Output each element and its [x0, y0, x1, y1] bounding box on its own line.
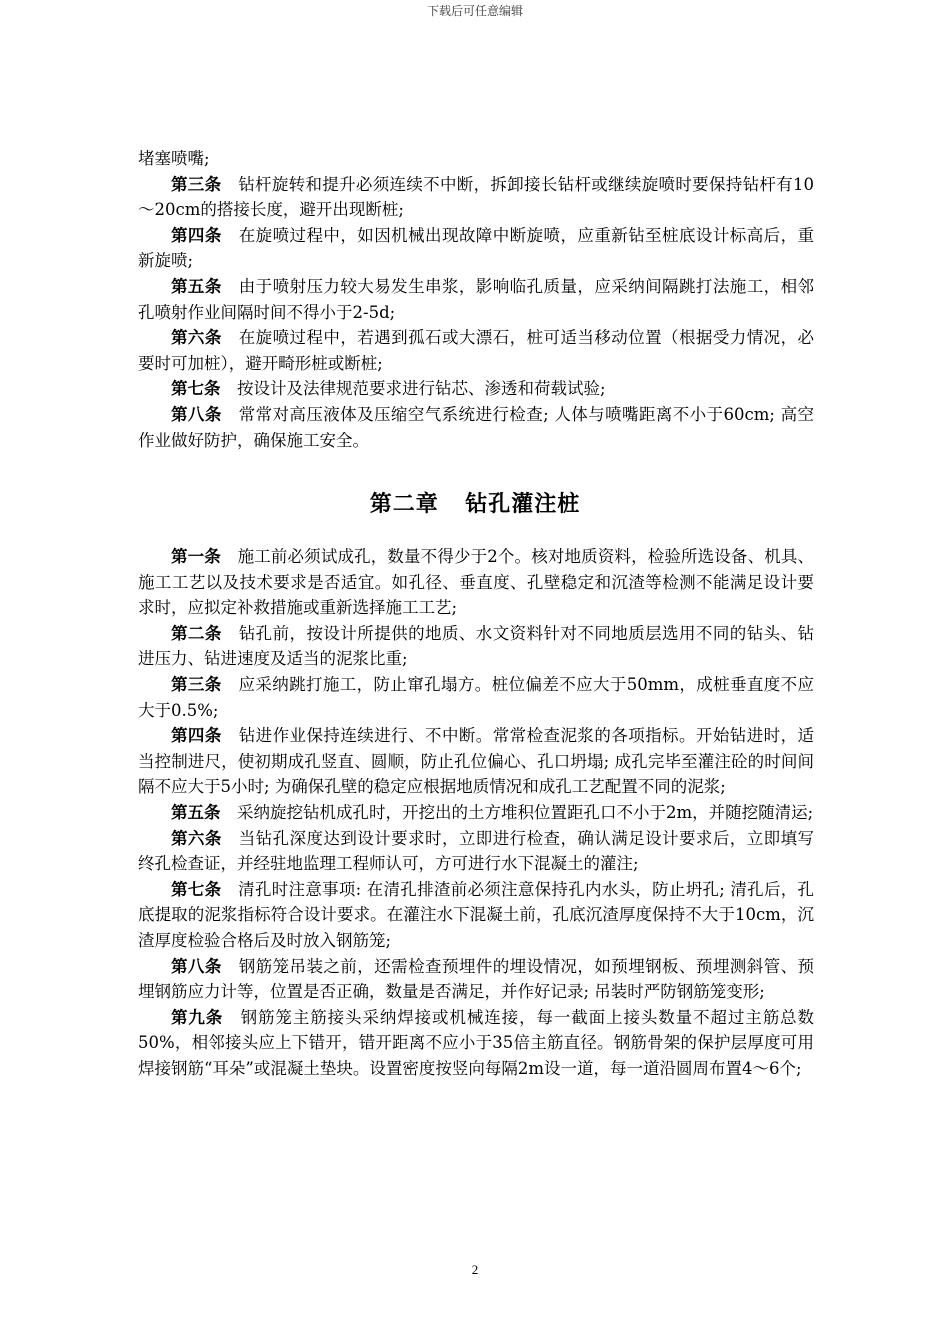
article-number: 第七条	[171, 379, 221, 399]
article-paragraph	[138, 800, 814, 826]
article-text: 由于喷射压力较大易发生串浆，影响临孔质量，应采纳间隔跳打法施工，相邻孔喷射作业间隔时间不得小于2-5d;	[138, 276, 815, 322]
article-text: 常常对高压液体及压缩空气系统进行检查; 人体与喷嘴距离不小于60cm; 高空作业做好防护，确保施工安全。	[138, 404, 815, 450]
article-paragraph	[138, 954, 814, 1005]
article-number: 第三条	[171, 174, 222, 194]
article-number: 第一条	[171, 547, 221, 566]
article-text: 钻杆旋转和提升必须连续不中断，拆卸接长钻杆或继续旋喷时要保持钻杆有10～20cm的搭接长度，避开出现断桩;	[138, 174, 815, 220]
article-text: 采纳旋挖钻机成孔时，开挖出的土方堆积位置距孔口不小于2m，并随挖随清运;	[237, 802, 814, 822]
chapter-name: 钻孔灌注桩	[465, 492, 581, 517]
continuation-paragraph: 堵塞喷嘴;	[138, 149, 210, 168]
article-paragraph	[138, 172, 814, 223]
article-number: 第二条	[171, 623, 222, 643]
chapter-title	[0, 487, 950, 518]
article-number: 第五条	[171, 802, 221, 822]
article-number: 第六条	[171, 828, 222, 848]
article-number: 第五条	[171, 276, 222, 296]
article-text: 钻孔前，按设计所提供的地质、水文资料针对不同地质层选用不同的钻头、钻进压力、钻进速度及适当的泥浆比重;	[138, 623, 815, 669]
article-text: 当钻孔深度达到设计要求时，立即进行检查，确认满足设计要求后，立即填写终孔检查证，并经驻地监理工程师认可，方可进行水下混凝土的灌注;	[138, 828, 815, 874]
article-number: 第八条	[171, 956, 222, 976]
section-two-body	[138, 544, 814, 1081]
article-number: 第七条	[171, 879, 222, 899]
article-paragraph	[138, 223, 814, 274]
article-paragraph	[138, 376, 814, 402]
article-text: 清孔时注意事项: 在清孔排渣前必须注意保持孔内水头，防止坍孔; 清孔后，孔底提取的泥浆指标符合设计要求。在灌注水下混凝土前，孔底沉渣厚度保持不大于10cm，沉渣厚度检验合格后及时放入钢筋笼;	[138, 879, 815, 950]
article-text: 钻进作业保持连续进行、不中断。常常检查泥浆的各项指标。开始钻进时，适当控制进尺，使初期成孔竖直、圆顺，防止孔位偏心、孔口坍塌; 成孔完毕至灌注砼的时间间隔不应大于5小时; 为确保孔壁的稳定应根据地质情况和成孔工艺配置不同的泥浆;	[138, 726, 815, 797]
article-paragraph	[138, 672, 814, 723]
article-paragraph	[138, 621, 814, 672]
article-text: 钢筋笼主筋接头采纳焊接或机械连接，每一截面上接头数量不超过主筋总数50%，相邻接头应上下错开，错开距离不应小于35倍主筋直径。钢筋骨架的保护层厚度可用焊接钢筋“耳朵”或混凝土垫块。设置密度按竖向每隔2m设一道，每一道沿圆周布置4～6个;	[138, 1007, 815, 1078]
article-text: 钢筋笼吊装之前，还需检查预埋件的埋设情况，如预埋钢板、预埋测斜管、预埋钢筋应力计等，位置是否正确，数量是否满足，并作好记录; 吊装时严防钢筋笼变形;	[138, 956, 815, 1002]
article-paragraph	[138, 274, 814, 325]
article-paragraph	[138, 826, 814, 877]
article-paragraph	[138, 544, 814, 621]
article-number: 第三条	[171, 674, 222, 694]
article-paragraph	[138, 723, 814, 800]
article-text: 在旋喷过程中，若遇到孤石或大漂石，桩可适当移动位置（根据受力情况，必要时可加桩），避开畸形桩或断桩;	[138, 328, 815, 373]
page-header: 下载后可任意编辑	[426, 4, 523, 18]
chapter-number: 第二章	[369, 492, 439, 517]
article-paragraph	[138, 877, 814, 954]
article-text: 在旋喷过程中，如因机械出现故障中断旋喷，应重新钻至桩底设计标高后，重新旋喷;	[138, 225, 815, 271]
article-number: 第八条	[171, 404, 222, 424]
article-text: 应采纳跳打施工，防止窜孔塌方。桩位偏差不应大于50mm，成桩垂直度不应大于0.5%;	[138, 674, 815, 720]
article-number: 第九条	[171, 1007, 224, 1027]
article-text: 按设计及法律规范要求进行钻芯、渗透和荷载试验;	[237, 379, 606, 399]
article-paragraph	[138, 402, 814, 453]
article-number: 第四条	[171, 726, 222, 746]
section-one-body	[138, 146, 814, 453]
article-paragraph	[138, 1005, 814, 1082]
article-text: 施工前必须试成孔，数量不得少于2个。核对地质资料，检验所选设备、机具、施工工艺以及技术要求是否适宜。如孔径、垂直度、孔壁稳定和沉渣等检测不能满足设计要求时，应拟定补救措施或重新选择施工工艺;	[138, 547, 815, 618]
article-paragraph	[138, 325, 814, 376]
article-number: 第四条	[171, 225, 222, 245]
page-number: 2	[471, 1262, 479, 1277]
article-number: 第六条	[171, 328, 222, 348]
